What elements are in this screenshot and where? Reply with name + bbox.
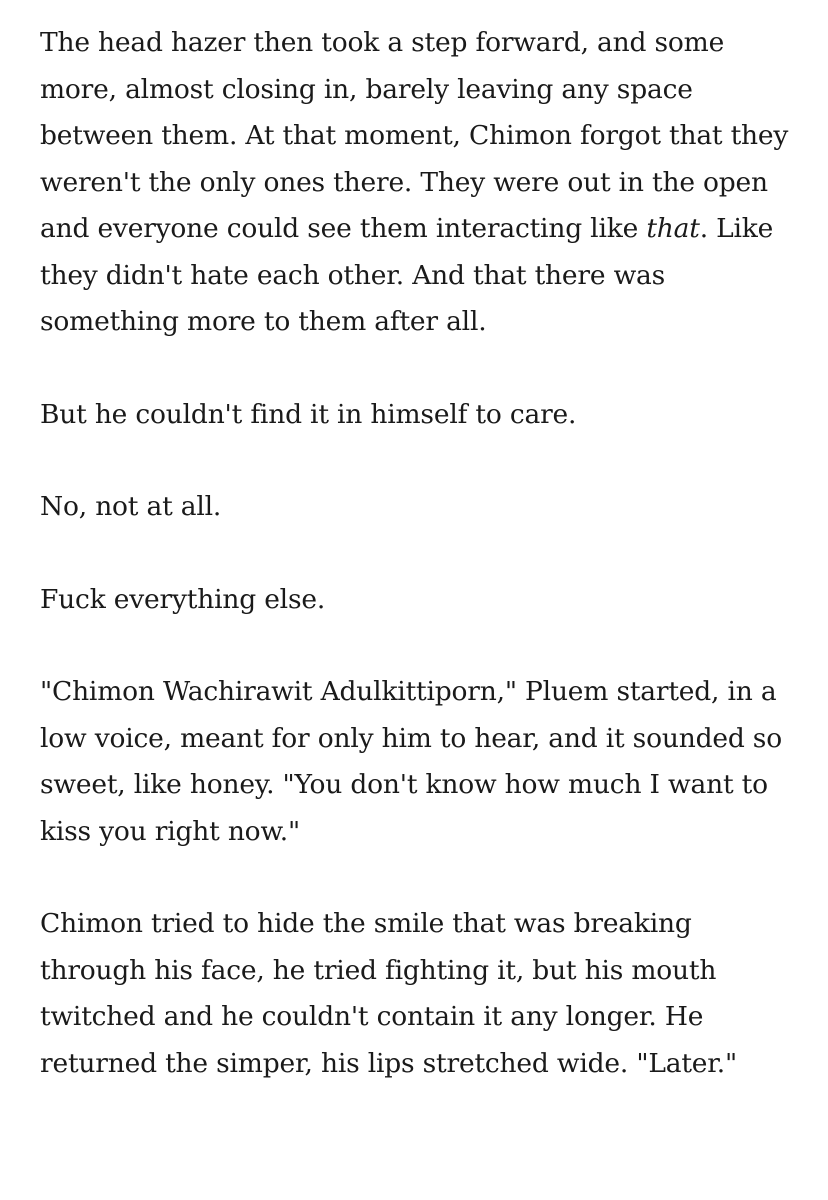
paragraph-pluem-quote: "Chimon Wachirawit Adulkittiporn," Pluem started, in a low voice, meant for only him to hear, and it sounded so sweet, like honey. "You don't know how much I want to kiss you right now." [40, 676, 782, 847]
paragraph-later: Chimon tried to hide the smile that was breaking through his face, he tried fighting it, but his mouth twitched and he couldn't contain it any longer. He returned the simper, his lips stretched wide. "Later." [40, 908, 738, 1079]
emphasis-that: that [646, 213, 700, 244]
paragraph-not-at-all: No, not at all. [40, 491, 222, 522]
paragraph-everything-else: Fuck everything else. [40, 583, 326, 615]
paragraph-care: But he couldn't find it in himself to care. [40, 398, 577, 430]
article-body [40, 20, 800, 1087]
paragraph-head-hazer [40, 20, 800, 346]
paragraph-text-pre: The head hazer then took a step forward, and some more, almost closing in, barely leaving any space between them. At that moment, Chimon forgot that they weren't the only ones there. They were out in the open and everyone could see them interacting like [40, 27, 789, 244]
paragraph-text-post: . Like they didn't hate each other. And that there was something more to them after all. [40, 213, 774, 337]
